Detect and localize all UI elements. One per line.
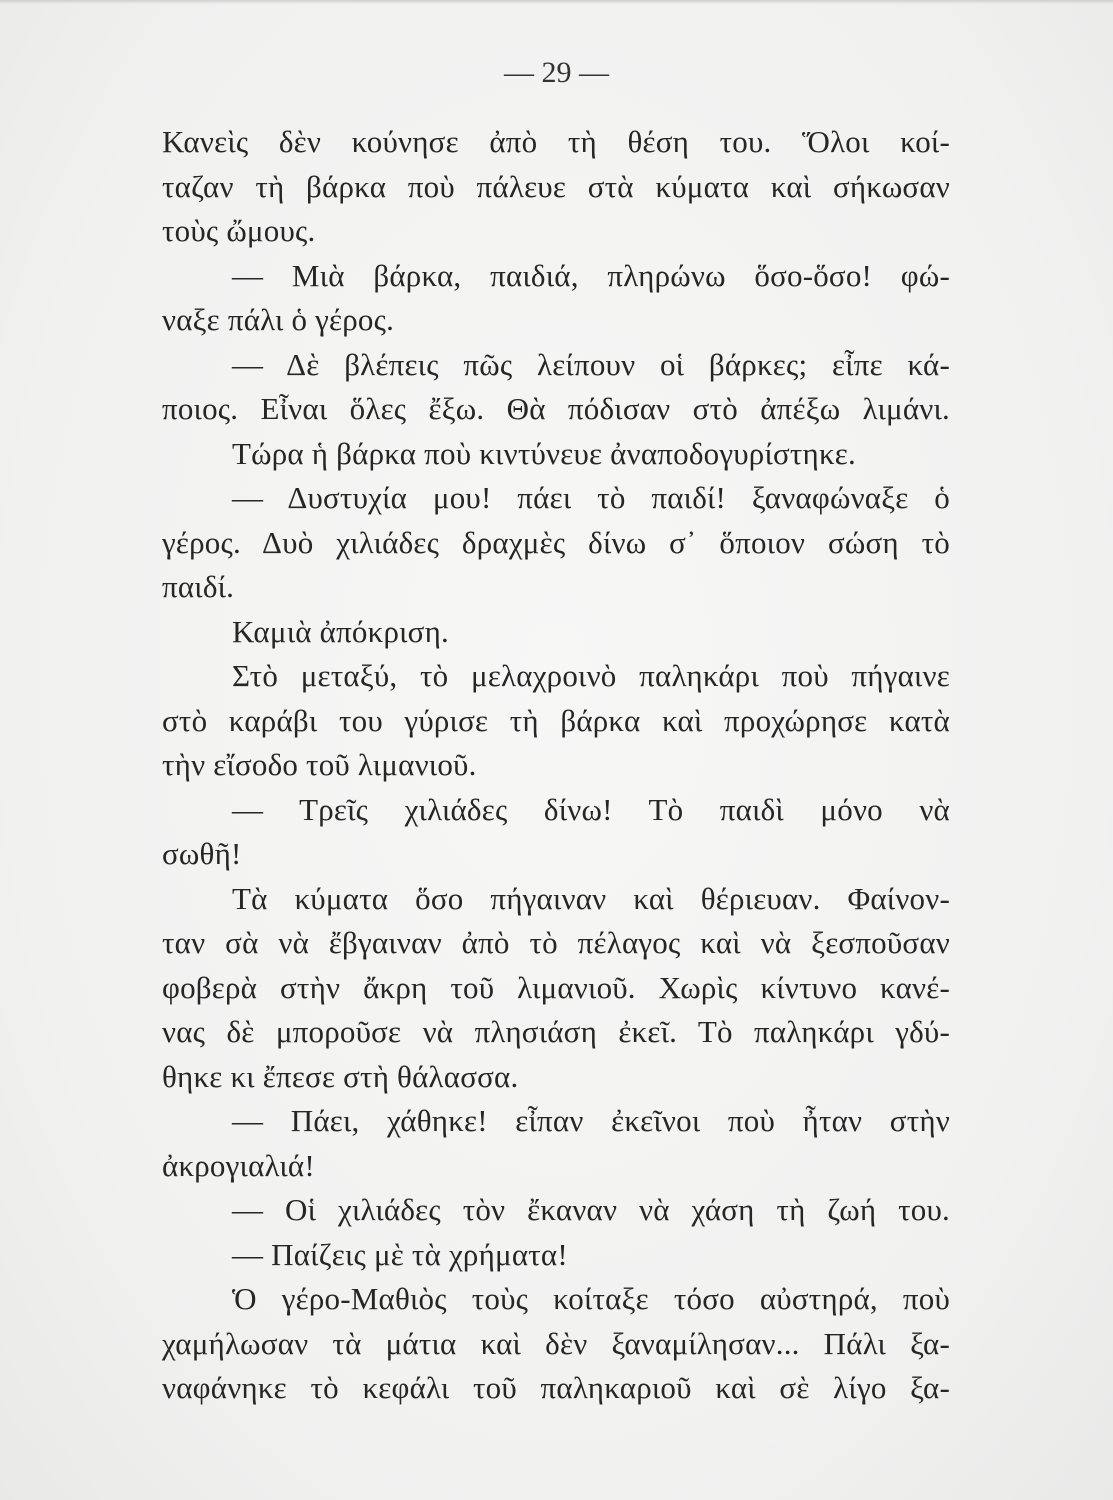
text-line: τὴν εἴσοδο τοῦ λιμανιοῦ. (162, 747, 477, 782)
text-line: — Δὲ βλέπεις πῶς λείπουν οἱ βάρκες; εἶπε κά- (232, 346, 950, 382)
page-top-edge (0, 0, 1113, 4)
text-line: — Οἱ χιλιάδες τὸν ἔκαναν νὰ χάση τὴ ζωή του. (232, 1192, 950, 1227)
text-line: ναφάνηκε τὸ κεφάλι τοῦ παληκαριοῦ καὶ σὲ λίγο ξα- (162, 1370, 950, 1405)
text-line: — Δυστυχία μου! πάει τὸ παιδί! ξαναφώναξε ὁ (232, 480, 950, 515)
text-line: νας δὲ μποροῦσε νὰ πλησιάση ἐκεῖ. Τὸ παληκάρι γδύ- (162, 1014, 950, 1049)
text-line: σωθῆ! (162, 836, 242, 871)
body-text (162, 120, 950, 1411)
text-line: — Πάει, χάθηκε! εἶπαν ἐκεῖνοι ποὺ ἦταν στὴν (232, 1103, 950, 1138)
text-line: Καμιὰ ἀπόκριση. (232, 613, 449, 649)
text-line: ἀκρογιαλιά! (162, 1147, 315, 1183)
text-line: — Μιὰ βάρκα, παιδιά, πληρώνω ὅσο-ὅσο! φώ- (232, 257, 950, 293)
text-line: ταζαν τὴ βάρκα ποὺ πάλευε στὰ κύματα καὶ σήκωσαν (162, 168, 950, 204)
text-line: γέρος. Δυὸ χιλιάδες δραχμὲς δίνω σ᾿ ὅποιον σώση τὸ (162, 524, 950, 560)
text-line: Στὸ μεταξύ, τὸ μελαχροινὸ παληκάρι ποὺ πήγαινε (232, 658, 950, 693)
text-line: θηκε κι ἔπεσε στὴ θάλασσα. (162, 1058, 519, 1094)
text-line: παιδί. (162, 569, 235, 604)
text-line: — Τρεῖς χιλιάδες δίνω! Τὸ παιδὶ μόνο νὰ (232, 791, 950, 827)
text-line: Τώρα ἡ βάρκα ποὺ κιντύνευε ἀναποδογυρίστηκε. (232, 435, 856, 471)
text-line: στὸ καράβι του γύρισε τὴ βάρκα καὶ προχώρησε κατὰ (162, 702, 950, 738)
text-line: Τὰ κύματα ὅσο πήγαιναν καὶ θέριευαν. Φαίνον- (232, 880, 950, 916)
text-line: τοὺς ὤμους. (162, 213, 316, 248)
page-number: — 29 — (504, 56, 609, 89)
text-line: φοβερὰ στὴν ἄκρη τοῦ λιμανιοῦ. Χωρὶς κίντυνο κανέ- (162, 969, 950, 1005)
text-line: Ὁ γέρο-Μαθιὸς τοὺς κοίταξε τόσο αὐστηρά, ποὺ (232, 1281, 950, 1316)
text-line: χαμήλωσαν τὰ μάτια καὶ δὲν ξαναμίλησαν... Πάλι ξα- (162, 1325, 950, 1361)
text-line: ποιος. Εἶναι ὅλες ἔξω. Θὰ πόδισαν στὸ ἀπέξω λιμάνι. (162, 391, 950, 426)
text-line: — Παίζεις μὲ τὰ χρήματα! (232, 1236, 568, 1272)
text-line: ναξε πάλι ὁ γέρος. (162, 302, 395, 337)
text-line: ταν σὰ νὰ ἔβγαιναν ἀπὸ τὸ πέλαγος καὶ νὰ ξεσποῦσαν (162, 925, 950, 960)
text-line: Κανεὶς δὲν κούνησε ἀπὸ τὴ θέση του. Ὅλοι κοί- (162, 124, 950, 159)
